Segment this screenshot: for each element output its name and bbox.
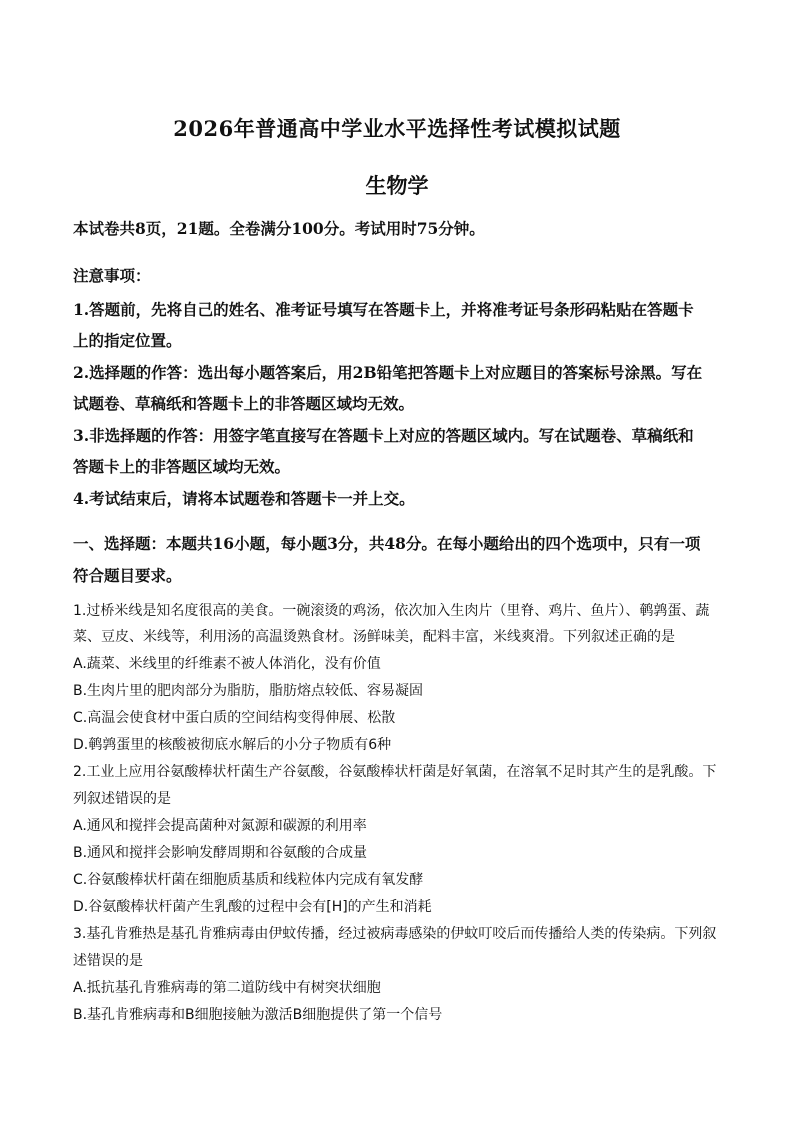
notes-line: 上的指定位置。 — [73, 331, 182, 350]
question-line: 2.工业上应用谷氨酸棒状杆菌生产谷氨酸，谷氨酸棒状杆菌是好氧菌，在溶氧不足时其产生的是乳酸。下 — [73, 764, 717, 780]
option-line: A.抵抗基孔肯雅病毒的第二道防线中有树突状细胞 — [73, 980, 381, 996]
exam-intro: 本试卷共8页，21题。全卷满分100分。考试用时75分钟。 — [73, 219, 485, 238]
exam-title: 2026年普通高中学业水平选择性考试模拟试题 — [173, 116, 621, 141]
question-line: 述错误的是 — [73, 953, 143, 969]
notes-line: 试题卷、草稿纸和答题卡上的非答题区域均无效。 — [73, 394, 415, 413]
subject-title: 生物学 — [365, 173, 429, 198]
option-line: B.通风和搅拌会影响发酵周期和谷氨酸的合成量 — [73, 845, 368, 861]
notes-line: 答题卡上的非答题区域均无效。 — [73, 457, 291, 476]
option-line: D.鹌鹑蛋里的核酸被彻底水解后的小分子物质有6种 — [73, 737, 392, 753]
notes-heading: 注意事项： — [73, 266, 151, 285]
notes-line: 4.考试结束后，请将本试题卷和答题卡一并上交。 — [73, 489, 415, 508]
option-line: B.生肉片里的肥肉部分为脂肪，脂肪熔点较低、容易凝固 — [73, 683, 424, 699]
option-line: A.蔬菜、米线里的纤维素不被人体消化，没有价值 — [73, 656, 381, 672]
notes-line: 3.非选择题的作答：用签字笔直接写在答题卡上对应的答题区域内。写在试题卷、草稿纸和 — [73, 426, 694, 445]
notes-line: 2.选择题的作答：选出每小题答案后，用2B铅笔把答题卡上对应题目的答案标号涂黑。写在 — [73, 363, 703, 382]
notes-line: 1.答题前，先将自己的姓名、准考证号填写在答题卡上，并将准考证号条形码粘贴在答题卡 — [73, 300, 694, 319]
option-line: C.高温会使食材中蛋白质的空间结构变得伸展、松散 — [73, 710, 396, 726]
question-line: 列叙述错误的是 — [73, 791, 171, 807]
option-line: B.基孔肯雅病毒和B细胞接触为激活B细胞提供了第一个信号 — [73, 1007, 443, 1023]
question-line: 3.基孔肯雅热是基孔肯雅病毒由伊蚊传播，经过被病毒感染的伊蚊叮咬后而传播给人类的传染病。下列叙 — [73, 926, 717, 942]
option-line: A.通风和搅拌会提高菌种对氮源和碳源的利用率 — [73, 818, 367, 834]
question-line: 1.过桥米线是知名度很高的美食。一碗滚烫的鸡汤，依次加入生肉片（里脊、鸡片、鱼片）、鹌鹑蛋、蔬 — [73, 603, 710, 619]
section-heading: 一、选择题：本题共16小题，每小题3分，共48分。在每小题给出的四个选项中，只有一项 — [73, 534, 701, 553]
option-line: C.谷氨酸棒状杆菌在细胞质基质和线粒体内完成有氧发酵 — [73, 872, 424, 888]
question-line: 菜、豆皮、米线等，利用汤的高温烫熟食材。汤鲜味美，配料丰富，米线爽滑。下列叙述正确的是 — [73, 629, 675, 645]
option-line: D.谷氨酸棒状杆菌产生乳酸的过程中会有[H]的产生和消耗 — [73, 899, 432, 915]
section-heading: 符合题目要求。 — [73, 566, 182, 585]
